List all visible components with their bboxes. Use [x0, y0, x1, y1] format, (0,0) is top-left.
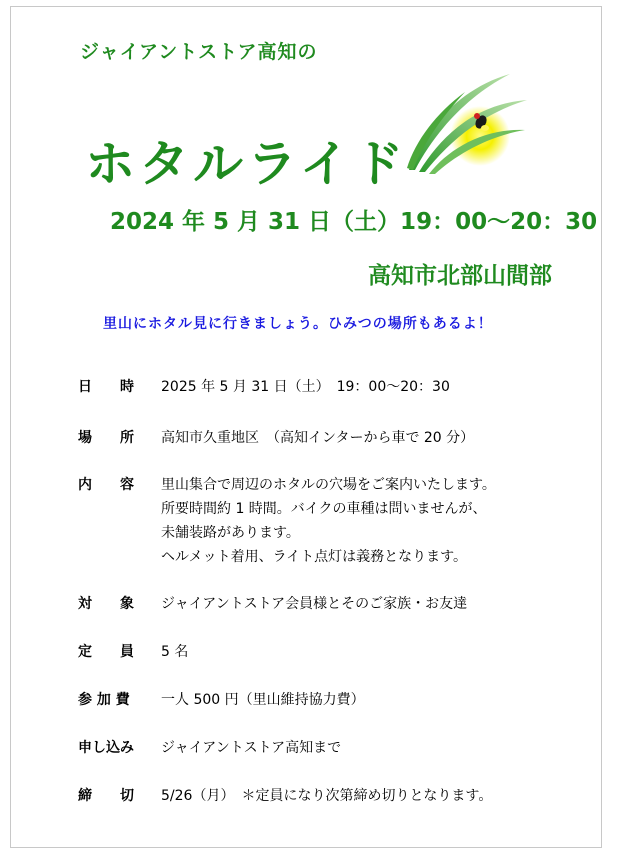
detail-value: 5/26（月） ＊定員になり次第締め切りとなります。: [161, 788, 493, 804]
detail-label: 定 員: [78, 644, 134, 660]
detail-value: 所要時間約 1 時間。バイクの車種は問いませんが、: [161, 501, 487, 517]
detail-value: ジャイアントストア会員様とそのご家族・お友達: [161, 596, 468, 612]
detail-row-deadline: [78, 784, 492, 808]
firefly-grass-illustration: [405, 70, 530, 175]
detail-label: 内 容: [78, 477, 134, 493]
detail-value: 2025 年 5 月 31 日（土） 19：00～20：30: [161, 379, 450, 395]
detail-row-fee: [78, 688, 365, 712]
detail-label: 場 所: [78, 430, 134, 446]
detail-row-venue: [78, 426, 474, 450]
detail-value: 5 名: [161, 644, 189, 660]
detail-value: 高知市久重地区 （高知インターから車で 20 分）: [161, 430, 475, 446]
event-datetime: 2024 年 5 月 31 日（土）19：00～20：30: [110, 209, 598, 235]
detail-value: ジャイアントストア高知まで: [161, 740, 342, 756]
detail-label: 日 時: [78, 379, 134, 395]
detail-value-lines: [161, 473, 496, 569]
detail-value: 里山集合で周辺のホタルの穴場をご案内いたします。: [161, 477, 496, 493]
detail-row-target: [78, 592, 467, 616]
detail-label: 締 切: [78, 788, 134, 804]
event-title: ホタルライド: [85, 135, 408, 193]
detail-value: ヘルメット着用、ライト点灯は義務となります。: [161, 549, 468, 565]
detail-label: 参 加 費: [78, 692, 130, 708]
event-subtitle: ジャイアントストア高知の: [80, 41, 318, 63]
detail-value: 未舗装路があります。: [161, 525, 300, 541]
detail-value: 一人 500 円（里山維持協力費）: [161, 692, 365, 708]
event-place: 高知市北部山間部: [368, 263, 552, 289]
detail-row-datetime: [78, 375, 450, 399]
detail-label: 対 象: [78, 596, 134, 612]
detail-row-capacity: [78, 640, 188, 664]
detail-label: 申し込み: [78, 740, 134, 756]
catchphrase: 里山にホタル見に行きましょう。ひみつの場所もあるよ！: [103, 316, 493, 332]
detail-row-content: [78, 473, 496, 569]
detail-row-application: [78, 736, 341, 760]
